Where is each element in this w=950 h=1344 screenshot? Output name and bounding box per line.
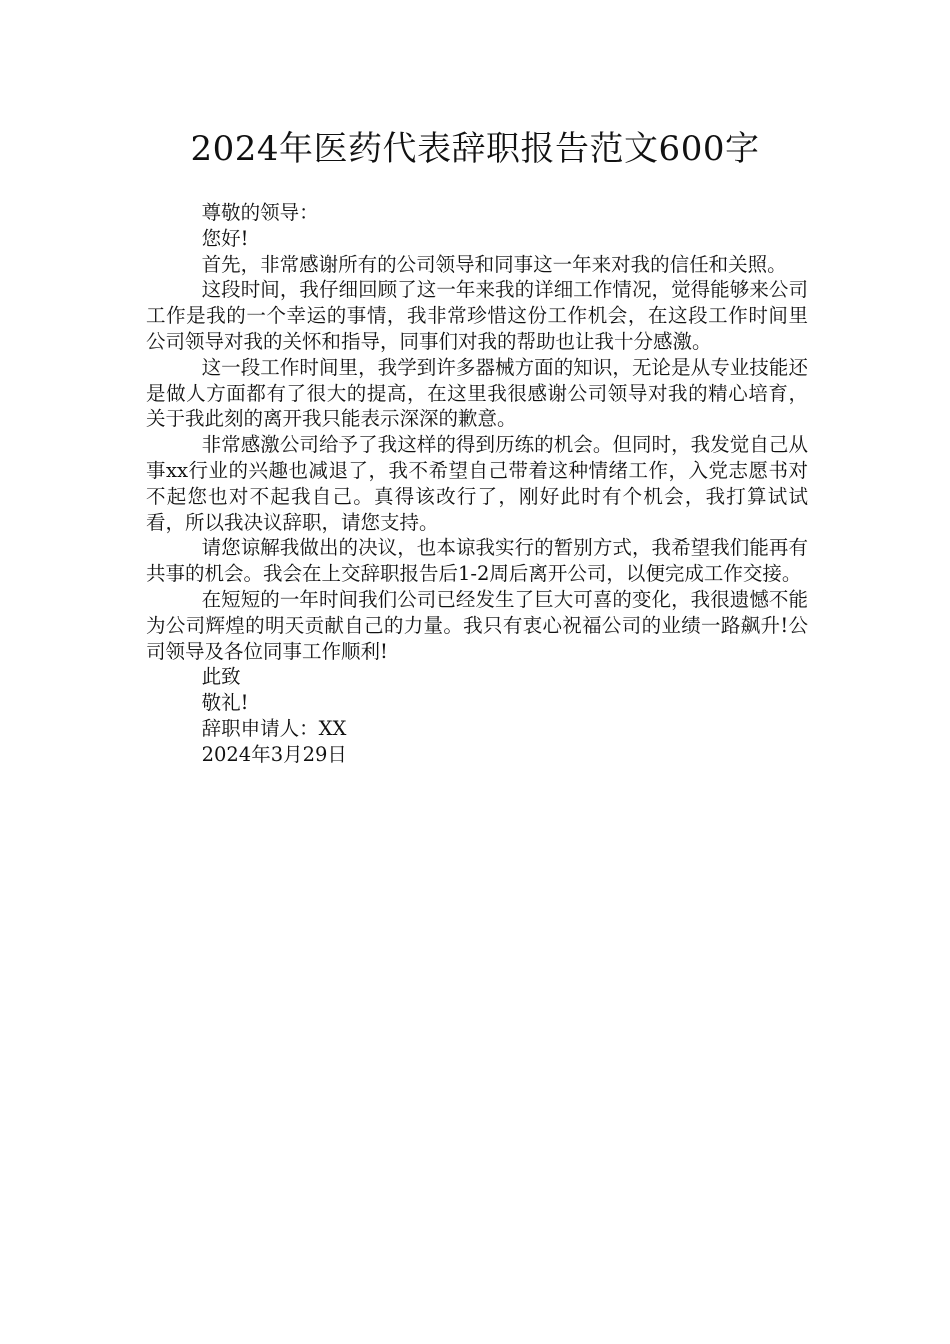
letter-body [146, 200, 808, 768]
document-title: 2024年医药代表辞职报告范文600字 [190, 129, 760, 169]
closing-line-1: 此致 [201, 665, 241, 689]
salutation: 尊敬的领导： [201, 201, 319, 224]
paragraph-review: 这段时间，我仔细回顾了这一年来我的详细工作情况，觉得能够来公司工作是我的一个幸运的事情，我非常珍惜这份工作机会，在这段工作时间里公司领导对我的关怀和指导，同事们对我的帮助也让我十分感激。 [146, 278, 808, 353]
paragraph-thanks: 首先，非常感谢所有的公司领导和同事这一年来对我的信任和关照。 [201, 252, 787, 276]
paragraph-wishes: 在短短的一年时间我们公司已经发生了巨大可喜的变化，我很遗憾不能为公司辉煌的明天贡献自己的力量。我只有衷心祝福公司的业绩一路飙升!公司领导及各位同事工作顺利! [146, 587, 808, 663]
paragraph-reason: 非常感激公司给予了我这样的得到历练的机会。但同时，我发觉自己从事xx行业的兴趣也减退了，我不希望自己带着这种情绪工作，入党志愿书对不起您也对不起我自己。真得该改行了，刚好此时有个机会，我打算试试看，所以我决议辞职，请您支持。 [146, 433, 808, 534]
paragraph-learning: 这一段工作时间里，我学到许多器械方面的知识，无论是从专业技能还是做人方面都有了很大的提高，在这里我很感谢公司领导对我的精心培育，关于我此刻的离开我只能表示深深的歉意。 [146, 355, 808, 431]
closing-line-2: 敬礼! [201, 691, 249, 715]
greeting: 您好! [201, 226, 249, 250]
date: 2024年3月29日 [201, 742, 347, 766]
signature: 辞职申请人：XX [201, 716, 347, 740]
paragraph-handover: 请您谅解我做出的决议，也本谅我实行的暂别方式，我希望我们能再有共事的机会。我会在上交辞职报告后1-2周后离开公司，以便完成工作交接。 [146, 536, 808, 586]
